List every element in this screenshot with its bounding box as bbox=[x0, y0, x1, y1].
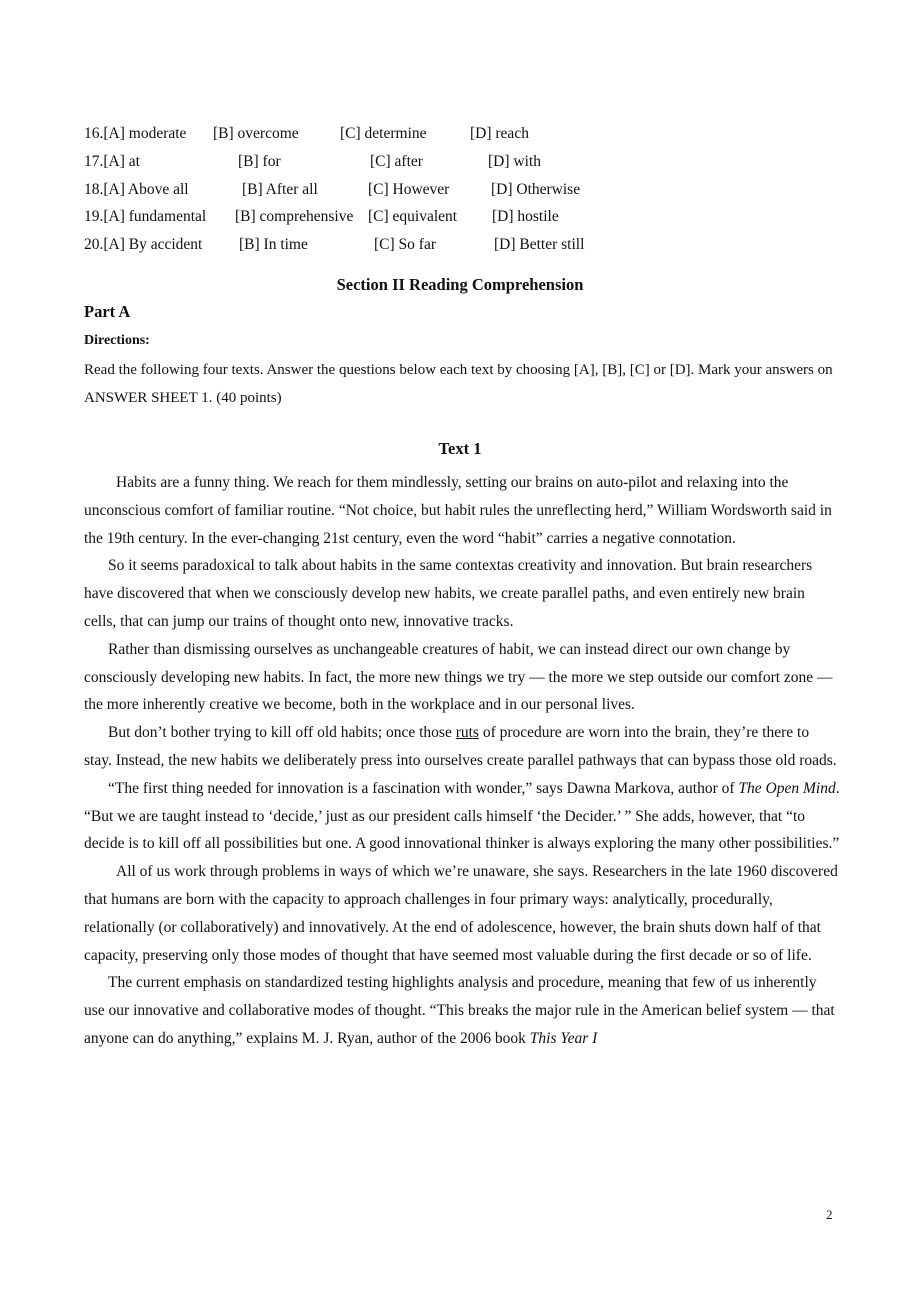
underlined-word: ruts bbox=[455, 724, 479, 742]
paragraph-2: So it seems paradoxical to talk about habits in the same contextas creativity and innovation. But brain researchers have discovered that when we consciously develop new habits, we create parallel paths, and even entirely new brain cells, that can jump our trains of thought onto new, innovative tracks. bbox=[84, 557, 813, 630]
paragraph-7 bbox=[84, 969, 840, 1052]
page-number: 2 bbox=[826, 1207, 833, 1222]
option-b: [B] In time bbox=[239, 236, 308, 254]
option-c: [C] However bbox=[368, 180, 450, 198]
option-row-20 bbox=[84, 231, 784, 259]
option-d: [D] hostile bbox=[492, 208, 559, 226]
paragraph-4-text-end: of procedure are worn into the brain, they’re there to stay. Instead, the new habits we deliberately press into ourselves create parallel pathways that can bypass those old roads. bbox=[84, 724, 837, 769]
section-title: Section II Reading Comprehension bbox=[336, 275, 584, 294]
option-a: 19.[A] fundamental bbox=[84, 208, 207, 226]
paragraph-1: Habits are a funny thing. We reach for them mindlessly, setting our brains on auto-pilot and relaxing into the unconscious comfort of familiar routine. “Not choice, but habit rules the unreflecting herd,” William Wordsworth said in the 19th century. In the ever-changing 21st century, even the word “habit” carries a negative connotation. bbox=[84, 474, 832, 547]
directions-text: Read the following four texts. Answer the questions below each text by choosing [A], [B], [C] or [D]. Mark your answers on ANSWER SHEET 1. (40 points) bbox=[84, 362, 833, 406]
option-row-18 bbox=[84, 176, 784, 204]
option-c: [C] determine bbox=[340, 125, 427, 142]
paragraph-4-text-start: But don’t bother trying to kill off old habits; once those bbox=[108, 724, 456, 742]
option-d: [D] Otherwise bbox=[491, 180, 581, 198]
passage-body bbox=[84, 469, 840, 1053]
paragraph-3: Rather than dismissing ourselves as unchangeable creatures of habit, we can instead direct our own change by consciously developing new habits. In fact, the more new things we try — the more we step outside our comfort zone — the more inherently creative we become, both in the workplace and in our personal lives. bbox=[84, 640, 833, 714]
paragraph-5 bbox=[84, 775, 840, 858]
text-title: Text 1 bbox=[438, 439, 482, 458]
option-row-17 bbox=[84, 148, 784, 176]
option-row-19 bbox=[84, 203, 784, 231]
option-a: 17.[A] at bbox=[84, 152, 140, 170]
paragraph-7-text: The current emphasis on standardized testing highlights analysis and procedure, meaning that few of us inherently use our innovative and collaborative modes of thought. “This breaks the major rule in the American belief system — that anyone can do anything,” explains M. J. Ryan, author of the 2006 book bbox=[84, 974, 835, 1047]
book-title: This Year I bbox=[529, 1029, 598, 1047]
option-c: [C] So far bbox=[374, 236, 436, 254]
option-b: [B] comprehensive bbox=[235, 208, 354, 226]
option-d: [D] reach bbox=[470, 125, 529, 142]
option-b: [B] for bbox=[238, 152, 281, 170]
paragraph-4 bbox=[84, 719, 840, 775]
option-a: 16.[A] moderate bbox=[84, 125, 187, 142]
paragraph-5-text-end: . “But we are taught instead to ‘decide,’ just as our president calls himself ‘the Decider.’ ” She adds, however, that “to decide is to kill off all possibilities but one. A good innovational thinker is always exploring the many other possibilities.” bbox=[84, 779, 840, 853]
directions-label: Directions: bbox=[84, 333, 150, 348]
option-row-16 bbox=[84, 120, 784, 148]
option-a: 20.[A] By accident bbox=[84, 236, 203, 254]
option-d: [D] with bbox=[488, 152, 541, 170]
option-c: [C] equivalent bbox=[368, 208, 458, 226]
option-d: [D] Better still bbox=[494, 236, 585, 254]
part-title: Part A bbox=[84, 302, 131, 321]
option-b: [B] overcome bbox=[213, 125, 299, 142]
paragraph-6: All of us work through problems in ways of which we’re unaware, she says. Researchers in the late 1960 discovered that humans are born with the capacity to approach challenges in four primary ways: analytically, procedurally, relationally (or collaboratively) and innovatively. At the end of adolescence, however, the brain shuts down half of that capacity, preserving only those modes of thought that have seemed most valuable during the first decade or so of life. bbox=[84, 863, 838, 964]
option-a: 18.[A] Above all bbox=[84, 180, 189, 198]
book-title: The Open Mind bbox=[738, 779, 836, 797]
paragraph-5-text-start: “The first thing needed for innovation is a fascination with wonder,” says Dawna Markova, author of bbox=[108, 779, 739, 797]
option-b: [B] After all bbox=[242, 180, 318, 198]
answer-options bbox=[84, 120, 784, 259]
option-c: [C] after bbox=[370, 152, 423, 170]
